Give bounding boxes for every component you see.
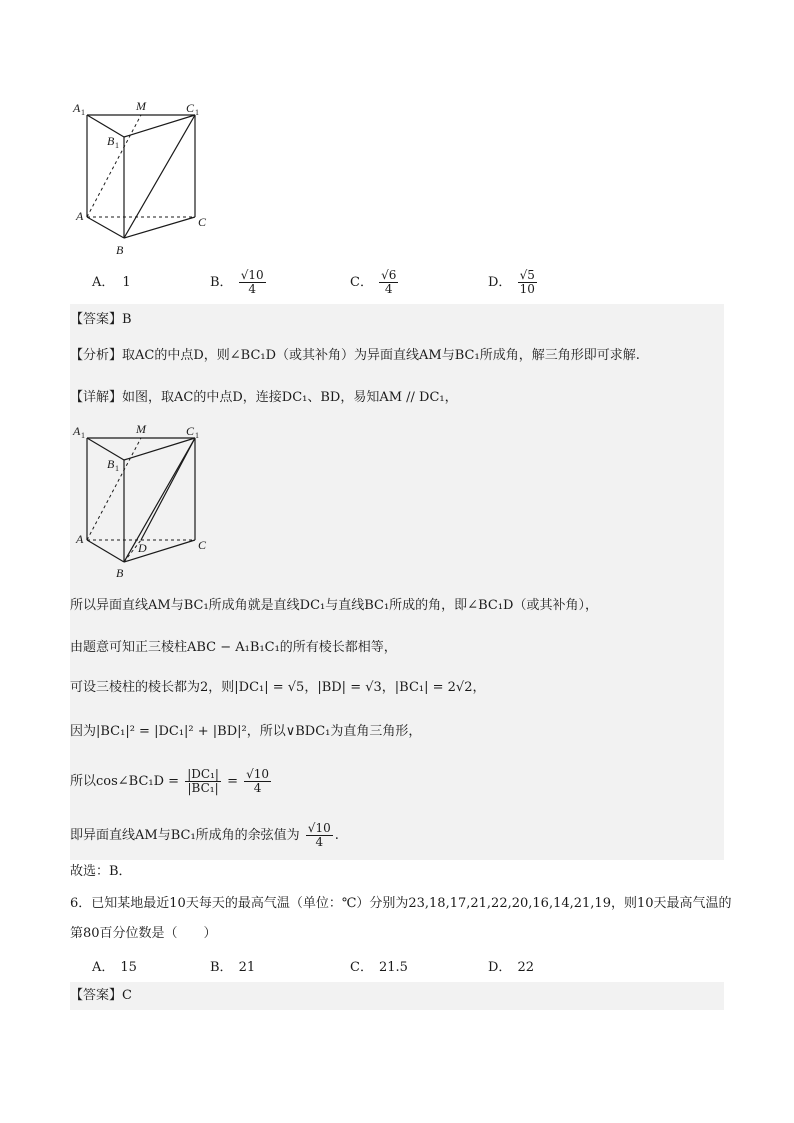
q6-option-d: D． 22 bbox=[488, 960, 534, 975]
detail-line: 【详解】如图，取AC的中点D，连接DC₁、BD，易知AM // DC₁， bbox=[70, 390, 458, 405]
label-C1: C bbox=[186, 101, 195, 115]
label-A: A bbox=[76, 209, 84, 223]
option-a: A． 1 bbox=[92, 275, 131, 290]
analysis-line: 【分析】取AC的中点D，则∠BC₁D（或其补角）为异面直线AM与BC₁所成角，解三角形即可求解. bbox=[70, 348, 640, 363]
solution-line-4: 因为|BC₁|² = |DC₁|² + |BD|²，所以∨BDC₁为直角三角形， bbox=[70, 724, 422, 739]
q6-stem-line-1: 6．已知某地最近10天每天的最高气温（单位：℃）分别为23,18,17,21,22,20,16,14,21,19，则10天最高气温的 bbox=[70, 896, 732, 911]
label-B1: B bbox=[107, 134, 115, 148]
label-C1: C bbox=[186, 424, 195, 438]
svg-text:1: 1 bbox=[81, 431, 85, 440]
q6-option-a: A． 15 bbox=[92, 960, 137, 975]
label-C: C bbox=[198, 538, 207, 552]
option-d: D． $\frac{√5}{10}$ bbox=[488, 268, 535, 296]
svg-text:1: 1 bbox=[115, 141, 119, 150]
solution-line-5: 所以cos∠BC₁D = $\frac{\text{|DC₁|}}{\text{|BC₁|}}$ = $\frac{√10}{4}$ bbox=[70, 767, 270, 795]
svg-text:1: 1 bbox=[115, 464, 119, 473]
answer-line: 【答案】B bbox=[70, 312, 132, 327]
solution-line-2: 由题意可知正三棱柱ABC − A₁B₁C₁的所有棱长都相等， bbox=[70, 640, 397, 655]
label-A1: A bbox=[73, 424, 81, 438]
label-B: B bbox=[116, 243, 124, 257]
label-A1: A bbox=[73, 101, 81, 115]
option-c: C． $\frac{√6}{4}$ bbox=[350, 268, 397, 296]
option-b: B． $\frac{√10}{4}$ bbox=[210, 268, 264, 296]
label-C: C bbox=[198, 215, 207, 229]
prism-figure-1 bbox=[70, 95, 220, 260]
svg-text:1: 1 bbox=[195, 431, 199, 440]
q6-option-b: B． 21 bbox=[210, 960, 256, 975]
q6-stem-line-2: 第80百分位数是（ ） bbox=[70, 926, 217, 941]
label-D: D bbox=[138, 541, 147, 555]
label-M: M bbox=[136, 99, 146, 113]
q6-answer-line: 【答案】C bbox=[70, 988, 132, 1003]
prism-figure-2 bbox=[70, 420, 220, 585]
solution-line-1: 所以异面直线AM与BC₁所成角就是直线DC₁与直线BC₁所成的角，即∠BC₁D（或其补角）， bbox=[70, 598, 598, 613]
svg-text:1: 1 bbox=[81, 108, 85, 117]
label-B1: B bbox=[107, 457, 115, 471]
label-M: M bbox=[136, 422, 146, 436]
choose-line: 故选：B． bbox=[70, 864, 132, 879]
solution-line-6: 即异面直线AM与BC₁所成角的余弦值为 $\frac{√10}{4}$ . bbox=[70, 821, 339, 849]
label-B: B bbox=[116, 566, 124, 580]
label-A: A bbox=[76, 532, 84, 546]
svg-text:1: 1 bbox=[195, 108, 199, 117]
q6-option-c: C． 21.5 bbox=[350, 960, 408, 975]
solution-line-3: 可设三棱柱的棱长都为2，则|DC₁| = √5，|BD| = √3，|BC₁| = 2√2， bbox=[70, 680, 486, 695]
